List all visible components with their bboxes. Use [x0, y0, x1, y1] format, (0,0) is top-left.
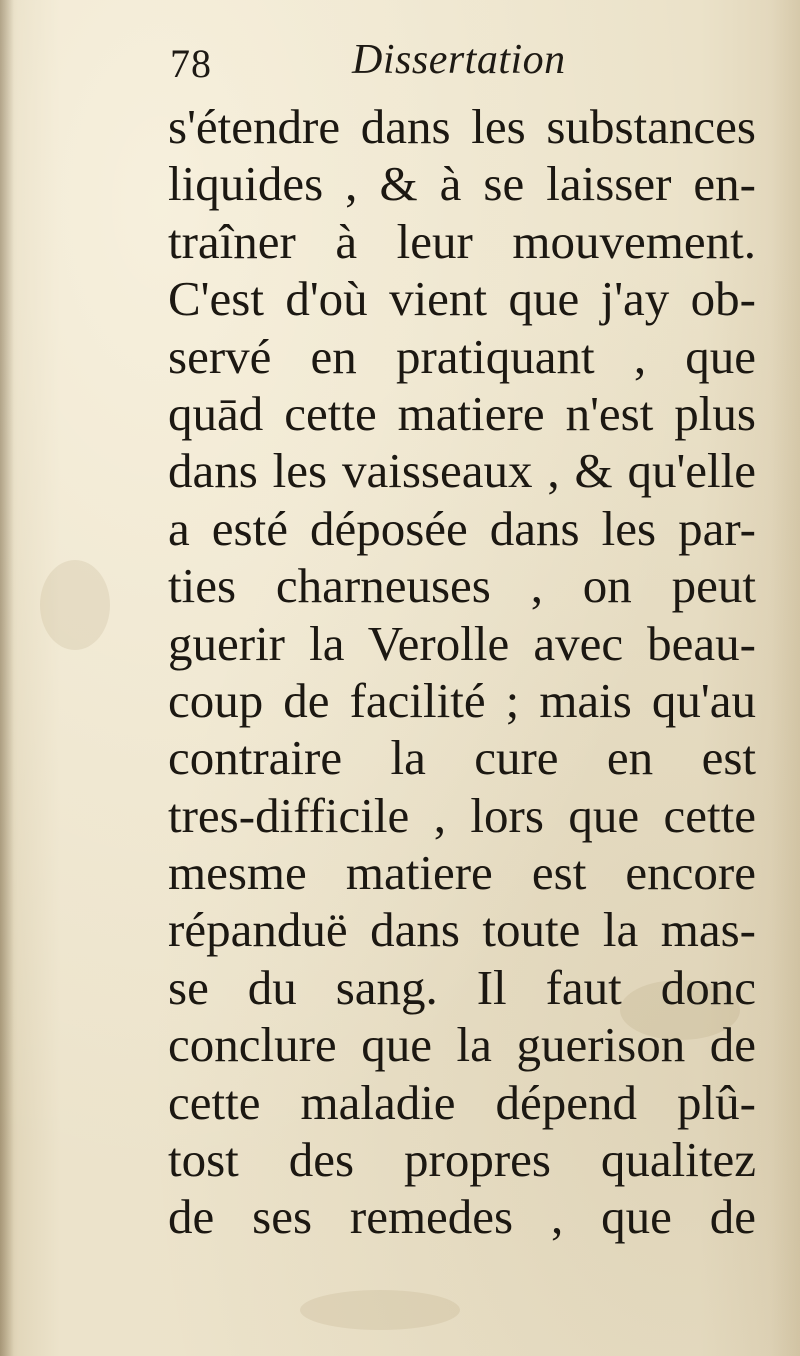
page-header	[168, 36, 768, 96]
text-line: se du sang. Il faut donc	[168, 959, 756, 1015]
text-block	[168, 98, 756, 1246]
text-line: s'étendre dans les substances	[168, 99, 756, 154]
text-line: guerir la Verolle avec beau-	[168, 615, 756, 671]
text-line: de ses remedes , que de	[168, 1189, 756, 1245]
text-line: ties charneuses , on peut	[168, 558, 756, 614]
text-line: servé en pratiquant , que	[168, 328, 756, 384]
text-line: cette maladie dépend plû-	[168, 1074, 756, 1130]
text-line: tres-difficile , lors que cette	[168, 787, 756, 843]
text-line: a esté déposée dans les par-	[168, 500, 756, 556]
gutter-shadow	[0, 0, 14, 1356]
paper-stain	[300, 1290, 460, 1330]
text-line: traîner à leur mouvement.	[168, 213, 756, 269]
text-line: liquides , & à se laisser en-	[168, 156, 756, 212]
text-line: conclure que la guerison de	[168, 1017, 756, 1073]
text-line: tost des propres qualitez	[168, 1132, 756, 1188]
text-line: mesme matiere est encore	[168, 845, 756, 901]
text-line: répanduë dans toute la mas-	[168, 902, 756, 958]
page-number: 78	[170, 41, 212, 86]
running-title: Dissertation	[352, 37, 566, 83]
text-line: coup de facilité ; mais qu'au	[168, 672, 756, 728]
text-line: contraire la cure en est	[168, 730, 756, 786]
paper-stain	[40, 560, 110, 650]
text-line: quād cette matiere n'est plus	[168, 385, 756, 441]
text-line: dans les vaisseaux , & qu'elle	[168, 443, 756, 499]
text-line: C'est d'où vient que j'ay ob-	[168, 271, 756, 327]
